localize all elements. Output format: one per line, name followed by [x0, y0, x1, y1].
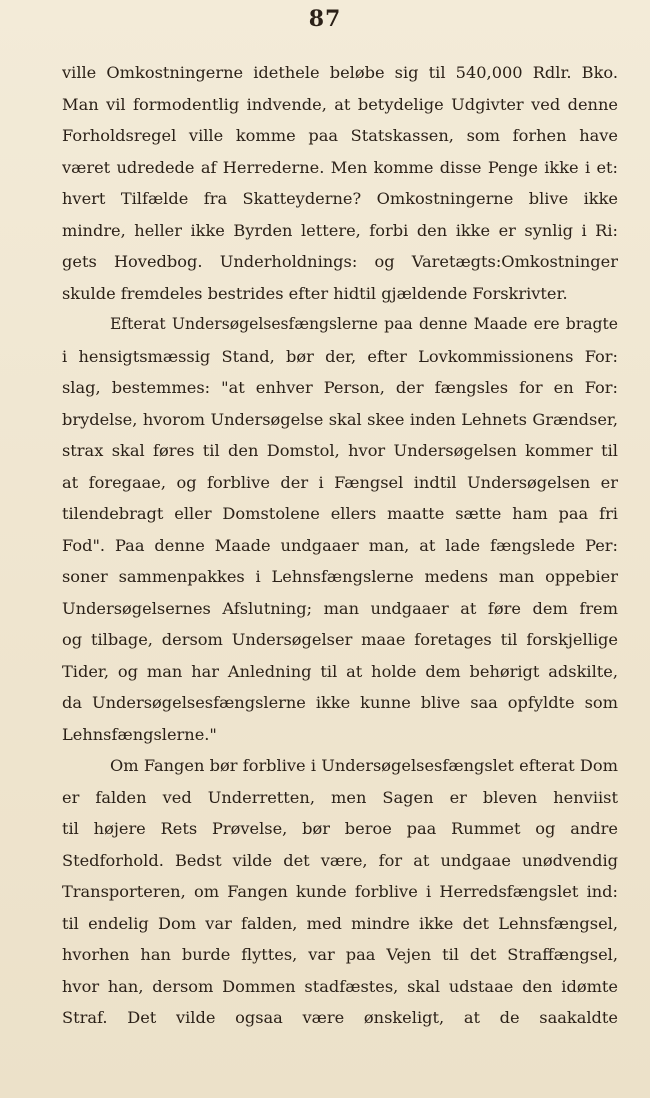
text-line: tilendebragt eller Domstolene ellers maatte sætte ham paa fri: [62, 504, 618, 523]
text-line: er falden ved Underretten, men Sagen er bleven henviist: [62, 787, 618, 807]
text-line: Stedforhold. Bedst vilde det være, for at undgaae unødvendig: [62, 850, 618, 870]
text-line: at foregaae, og forblive der i Fængsel indtil Undersøgelsen er: [62, 472, 618, 492]
page-number: 87: [308, 6, 342, 32]
text-line: Fod". Paa denne Maade undgaaer man, at lade fængslede Per:: [62, 535, 618, 555]
text-line: ville Omkostningerne idethele beløbe sig til 540,000 Rdlr. Bko.: [62, 63, 618, 82]
text-line: Tider, og man har Anledning til at holde dem behørigt adskilte,: [62, 661, 618, 681]
text-line: Efterat Undersøgelsesfængslerne paa denne Maade ere bragte: [110, 315, 618, 333]
text-line: hvert Tilfælde fra Skatteyderne? Omkostningerne blive ikke: [62, 189, 618, 208]
text-line: Om Fangen bør forblive i Undersøgelsesfængslet efterat Dom: [110, 756, 618, 775]
text-line: strax skal føres til den Domstol, hvor Undersøgelsen kommer til: [62, 441, 618, 460]
body-text: [62, 57, 618, 1034]
text-line: og tilbage, dersom Undersøgelser maae foretages til forskjellige: [62, 630, 618, 649]
text-line: hvorhen han burde flyttes, var paa Vejen til det Straffængsel,: [62, 945, 618, 964]
text-line: brydelse, hvorom Undersøgelse skal skee inden Lehnets Grændser,: [62, 409, 618, 429]
text-line: hvor han, dersom Dommen stadfæstes, skal udstaae den idømte: [62, 976, 618, 996]
text-line: Man vil formodentlig indvende, at betydelige Udgivter ved denne: [62, 94, 618, 114]
text-line: skulde fremdeles bestrides efter hidtil gjældende Forskrivter.: [62, 283, 568, 303]
text-line: Straf. Det vilde ogsaa være ønskeligt, at de saakaldte: [62, 1008, 618, 1027]
text-line: gets Hovedbog. Underholdnings: og Varetægts:Omkostninger: [62, 252, 618, 271]
text-line: mindre, heller ikke Byrden lettere, forbi den ikke er synlig i Ri:: [62, 220, 618, 240]
text-line: til højere Rets Prøvelse, bør beroe paa Rummet og andre: [62, 819, 618, 838]
text-line: soner sammenpakkes i Lehnsfængslerne medens man oppebier: [62, 567, 618, 586]
text-line: Lehnsfængslerne.": [62, 724, 217, 744]
text-line: da Undersøgelsesfængslerne ikke kunne blive saa opfyldte som: [62, 693, 618, 712]
text-line: været udredede af Herrederne. Men komme disse Penge ikke i et:: [62, 157, 618, 177]
text-line: til endelig Dom var falden, med mindre ikke det Lehnsfængsel,: [62, 913, 618, 933]
text-line: i hensigtsmæssig Stand, bør der, efter Lovkommissionens For:: [62, 346, 618, 366]
text-line: slag, bestemmes: "at enhver Person, der fængsles for en For:: [62, 378, 618, 397]
text-line: Undersøgelsernes Afslutning; man undgaaer at føre dem frem: [62, 598, 618, 618]
text-line: Forholdsregel ville komme paa Statskassen, som forhen have: [62, 126, 618, 145]
text-line: Transporteren, om Fangen kunde forblive i Herredsfængslet ind:: [62, 882, 618, 901]
